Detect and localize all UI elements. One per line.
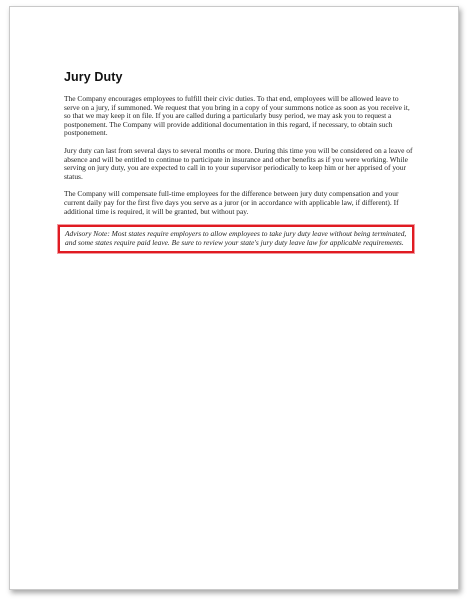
paragraph-civic-duties: The Company encourages employees to fulfill their civic duties. To that end, employees will be allowed leave to serve on a jury, if summoned. We request that you bring in a copy of your summons notice as soon as you receive it, so that we may keep it on file. If you are called during a particularly busy period, we may ask you to request a postponement. The Company will provide additional documentation in this regard, if necessary, to obtain such postponement. <box>64 94 410 138</box>
advisory-note-box <box>58 225 414 253</box>
page-title: Jury Duty <box>64 70 123 84</box>
paragraph-compensation: The Company will compensate full-time employees for the difference between jury duty compensation and your current daily pay for the first five days you serve as a juror (or in accordance with applicable law, if different). If additional time is required, it will be granted, but without pay. <box>64 189 399 216</box>
paragraph-leave-duration: Jury duty can last from several days to several months or more. During this time you will be considered on a leave of absence and will be entitled to continue to participate in insurance and other benefits as if you were working. While serving on jury duty, you are expected to call in to your supervisor periodically to keep him or her apprised of your status. <box>64 145 413 181</box>
page-content <box>64 70 416 253</box>
advisory-note-text: Advisory Note: Most states require employers to allow employees to take jury duty leave without being terminated, and some states require paid leave. Be sure to review your state's jury duty leave law for applicable requirements. <box>65 229 407 247</box>
document-page <box>9 6 459 590</box>
